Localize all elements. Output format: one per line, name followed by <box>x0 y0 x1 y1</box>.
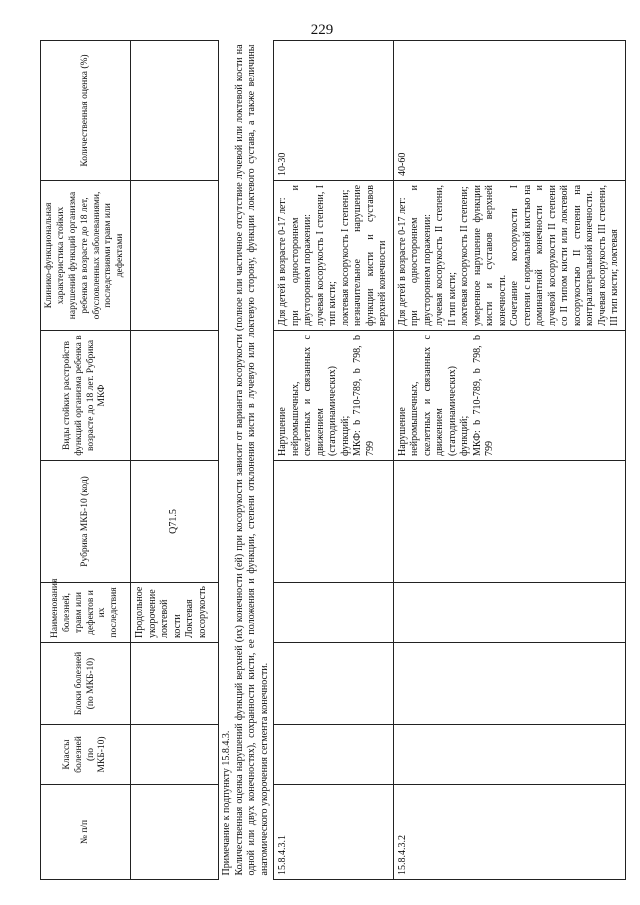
row-class <box>274 725 394 785</box>
clinical-line: Для детей в возрасте 0-17 лет: <box>396 197 408 326</box>
header-score: Количественная оценка (%) <box>41 40 131 180</box>
disease-line: Продольное <box>134 586 146 638</box>
disease-class <box>131 725 219 785</box>
disease-code: Q71.5 <box>131 461 219 583</box>
clinical-line: при одностороннем и двустороннем поражении: <box>409 184 433 326</box>
note-title: Примечание к подпункту 15.8.4.3. <box>221 730 233 876</box>
note-row <box>219 40 274 879</box>
disease-score <box>131 40 219 180</box>
header-blocks: Блоки болезней (по МКБ-10) <box>41 643 131 725</box>
row-disease <box>274 583 394 643</box>
row-code <box>274 461 394 583</box>
header-row <box>41 40 131 879</box>
table-row <box>274 40 394 879</box>
clinical-line: Сочетание косорукости I степени с нормальной кистью на доминантной конечности и лучевой косорукости II степени со II типом кисти или локтевой косорукостью II степени на контралатеральной конечности. <box>509 184 596 326</box>
header-functions: Виды стойких расстройств функций организма ребенка в возрасте до 18 лет. Рубрика МКФ <box>41 331 131 461</box>
disease-clinical <box>131 180 219 330</box>
row-disease <box>393 583 625 643</box>
header-classes: Классы болезней (по МКБ-10) <box>41 725 131 785</box>
header-diseases: Наименования болезней, травм или дефектов и их последствия <box>41 583 131 643</box>
disease-line: кости <box>171 614 183 638</box>
row-block <box>274 643 394 725</box>
row-score: 40-60 <box>393 40 625 180</box>
functions-text: Нарушение нейромышечных, скелетных и связанных с движением (статодинамических) функций; <box>396 335 471 456</box>
header-num: № п/п <box>41 785 131 880</box>
disease-row <box>131 40 219 879</box>
disease-block <box>131 643 219 725</box>
row-functions <box>274 331 394 461</box>
clinical-line: умеренное нарушение функции кисти и суставов верхней конечности. <box>471 184 508 326</box>
clinical-line: локтевая косорукость II степени; <box>459 186 471 326</box>
row-class <box>393 725 625 785</box>
page-number: 229 <box>310 22 334 38</box>
disease-num <box>131 785 219 880</box>
impairment-table <box>40 40 626 880</box>
icf-text: МКФ: b 710-789, b 798, b 799 <box>471 335 496 456</box>
clinical-line: Для детей в возрасте 0-17 лет: <box>277 197 289 326</box>
row-score: 10-30 <box>274 40 394 180</box>
clinical-line: локтевая косорукость I степени; <box>339 189 351 326</box>
disease-name <box>131 583 219 643</box>
row-code <box>393 461 625 583</box>
clinical-line: незначительное нарушение функции кисти и суставов верхней конечности <box>352 184 389 326</box>
header-clinical: Клинико-функциональная характеристика стойких нарушений функций организма ребенка в возрасте до 18 лет, обусловленных заболеваниями, последствиями травм или дефектами <box>41 180 131 330</box>
table-row <box>393 40 625 879</box>
rotated-table-page <box>40 40 621 880</box>
row-clinical <box>274 180 394 330</box>
disease-line: укорочение локтевой <box>146 589 171 638</box>
clinical-line: при одностороннем и двустороннем поражении: <box>289 184 314 326</box>
row-number: 15.8.4.3.1 <box>274 785 394 880</box>
row-functions <box>393 331 625 461</box>
functions-text: Нарушение нейромышечных, скелетных и связанных с движением (статодинамических) функций; <box>277 335 351 456</box>
icf-text: МКФ: b 710-789, b 798, b 799 <box>352 335 376 456</box>
clinical-line: лучевая косорукость I степени, I тип кисти; <box>314 184 339 326</box>
header-code: Рубрика МКБ-10 (код) <box>41 461 131 583</box>
disease-line: Локтевая <box>184 599 196 638</box>
clinical-line: Лучевая косорукость III степени, III тип кисти; локтевая <box>596 184 621 326</box>
note-cell <box>219 40 274 879</box>
row-number: 15.8.4.3.2 <box>393 785 625 880</box>
row-block <box>393 643 625 725</box>
clinical-line: лучевая косорукость II степени, II тип кисти; <box>434 184 458 326</box>
row-clinical <box>393 180 625 330</box>
note-text: Количественная оценка нарушений функций верхней (их) конечности (ей) при косорукости зависит от варианта косорукости (полное или частичное отсутствие лучевой или локтевой кости на одной или двух конечностях), сохранности кисти, ее положения и функции, степени отклонения кисти в лучевую или локтевую сторону, функции локтевого сустава, а также величины анатомического укорочения сегмента конечности. <box>233 44 270 876</box>
disease-functions <box>131 331 219 461</box>
disease-line: косорукость <box>196 586 208 638</box>
